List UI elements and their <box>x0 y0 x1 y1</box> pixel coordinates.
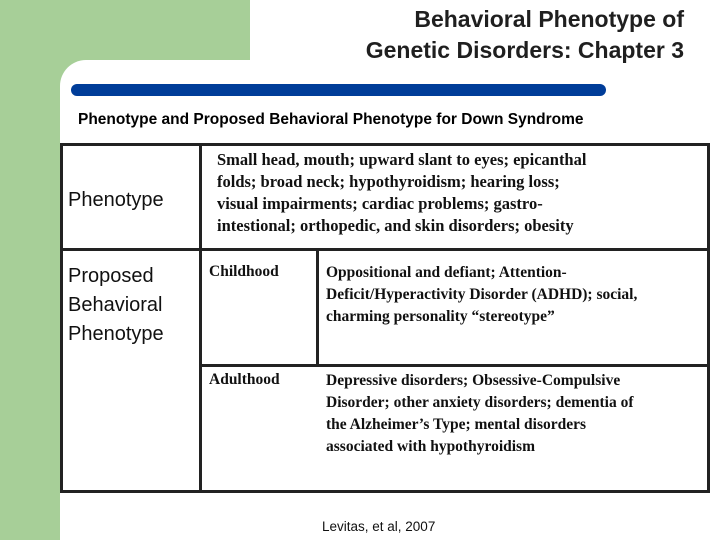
childhood-desc-line: charming personality “stereotype” <box>326 308 555 325</box>
adulthood-desc-line: Depressive disorders; Obsessive-Compulsive <box>326 372 621 389</box>
adulthood-desc-line: Disorder; other anxiety disorders; dementia of <box>326 394 634 411</box>
behavioral-label-line: Behavioral <box>68 294 163 316</box>
phenotype-table <box>60 143 710 493</box>
table-caption: Phenotype and Proposed Behavioral Phenotype for Down Syndrome <box>78 111 584 128</box>
citation: Levitas, et al, 2007 <box>322 519 436 534</box>
phenotype-label: Phenotype <box>68 189 164 211</box>
table-border-right <box>707 143 710 493</box>
left-green-band <box>0 0 60 540</box>
phenotype-desc-line: intestional; orthopedic, and skin disorders; obesity <box>217 216 574 235</box>
phenotype-desc-line: folds; broad neck; hypothyroidism; hearing loss; <box>217 172 560 191</box>
adulthood-label: Adulthood <box>209 371 280 388</box>
behavioral-phenotype-label <box>68 262 164 349</box>
behavioral-label-line: Phenotype <box>68 323 164 345</box>
adulthood-description <box>326 370 704 458</box>
title-underline-bar <box>71 84 606 96</box>
behavioral-label-line: Proposed <box>68 265 154 287</box>
title-line-2: Genetic Disorders: Chapter 3 <box>365 37 684 63</box>
table-column-divider <box>199 143 202 493</box>
phenotype-desc-line: visual impairments; cardiac problems; gastro- <box>217 194 543 213</box>
phenotype-description <box>217 149 697 237</box>
childhood-description <box>326 262 704 328</box>
age-row-divider <box>199 364 710 367</box>
table-border-top <box>60 143 710 146</box>
phenotype-desc-line: Small head, mouth; upward slant to eyes; epicanthal <box>217 150 587 169</box>
table-border-left <box>60 143 63 493</box>
table-border-bottom <box>60 490 710 493</box>
adulthood-desc-line: associated with hypothyroidism <box>326 438 535 455</box>
childhood-desc-line: Oppositional and defiant; Attention- <box>326 264 567 281</box>
adulthood-desc-line: the Alzheimer’s Type; mental disorders <box>326 416 587 433</box>
title-line-1: Behavioral Phenotype of <box>414 6 684 32</box>
table-row-divider <box>60 248 710 251</box>
childhood-divider <box>316 251 319 366</box>
slide-title <box>244 4 684 66</box>
childhood-label: Childhood <box>209 263 279 280</box>
childhood-desc-line: Deficit/Hyperactivity Disorder (ADHD); social, <box>326 286 638 303</box>
